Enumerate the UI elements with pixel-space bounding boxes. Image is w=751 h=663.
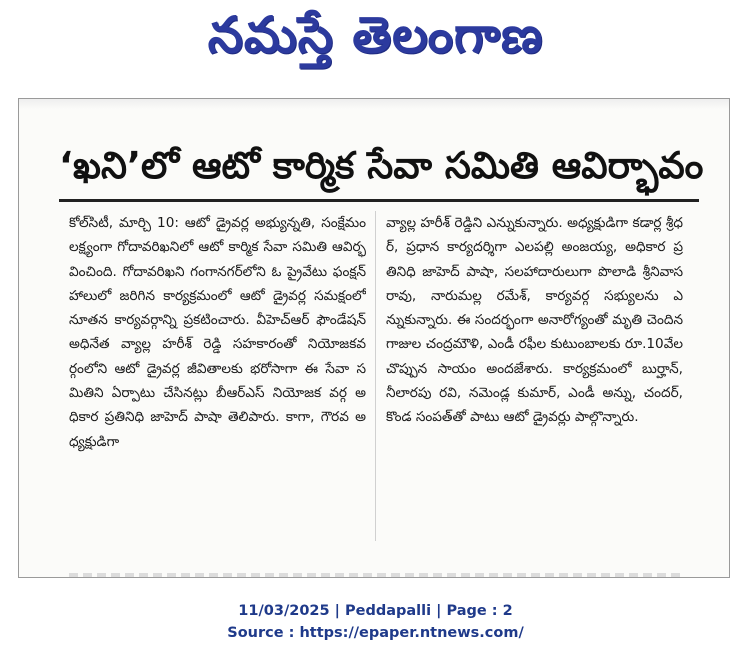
clipping-top-edge xyxy=(19,99,729,109)
source-url[interactable]: Source : https://epaper.ntnews.com/ xyxy=(227,625,524,641)
article-body xyxy=(69,211,684,541)
cropped-next-line xyxy=(69,573,684,578)
article-column-1-text: కోల్‌సిటీ, మార్చి 10: ఆటో డ్రైవర్ల అభ్యున్నతి, సంక్షేమం లక్ష్యంగా గోదావరిఖనిలో ఆటో కార్మిక సేవా సమితి ఆవిర్భవించింది. గోదావరిఖని గంగానగర్‌లోని ఓ ప్రైవేటు ఫంక్షన్ హాలులో జరిగిన కార్యక్రమంలో ఆటో డ్రైవర్ల సమక్షంలో నూతన కార్యవర్గాన్ని ప్రకటించారు. వీహెచ్‌ఆర్ ఫౌండేషన్ అధినేత వ్యాల్ల హరీశ్ రెడ్డి సహకారంతో నియోజకవర్గంలోని ఆటో డ్రైవర్ల జీవితాలకు భరోసాగా ఈ సేవా సమితిని ఏర్పాటు చేసినట్లు బీఆర్‌ఎస్ నియోజక వర్గ అధికార ప్రతినిధి జాహెద్ పాషా తెలిపారు. కాగా, గౌరవ అధ్యక్షుడిగా xyxy=(69,215,366,450)
article-column-2 xyxy=(386,211,683,541)
column-divider xyxy=(375,211,376,541)
edition-info: 11/03/2025 | Peddapalli | Page : 2 xyxy=(238,603,513,619)
newspaper-title: నమస్తే తెలంగాణ xyxy=(207,5,544,64)
article-clipping xyxy=(18,98,730,578)
article-column-2-text: వ్యాల్ల హరీశ్ రెడ్డిని ఎన్నుకున్నారు. అధ్యక్షుడిగా కడార్ల శ్రీధర్, ప్రధాన కార్యదర్శిగా ఎలపల్లి అంజయ్య, అధికార ప్రతినిధి జాహెద్ పాషా, సలహాదారులుగా పొలాడి శ్రీనివాస రావు, నారుమల్ల రమేశ్, కార్యవర్గ సభ్యులను ఎన్నుకున్నారు. ఈ సందర్భంగా అనారోగ్యంతో మృతి చెందిన గాజుల చంద్రమౌళి, ఎండీ రఫీల కుటుంబాలకు రూ.10వేల చొప్పున సాయం అందజేశారు. కార్యక్రమంలో బుర్హాన్, నీలారపు రవి, నమెండ్ల కుమార్, ఎండీ అన్ను, చందర్, కొండ సంపత్‌తో పాటు ఆటో డ్రైవర్లు పాల్గొన్నారు. xyxy=(386,215,683,426)
article-column-1 xyxy=(69,211,366,541)
headline-rule xyxy=(59,199,699,202)
article-headline: ‘ఖని’లో ఆటో కార్మిక సేవా సమితి ఆవిర్భావం xyxy=(59,144,704,187)
masthead xyxy=(0,0,751,82)
